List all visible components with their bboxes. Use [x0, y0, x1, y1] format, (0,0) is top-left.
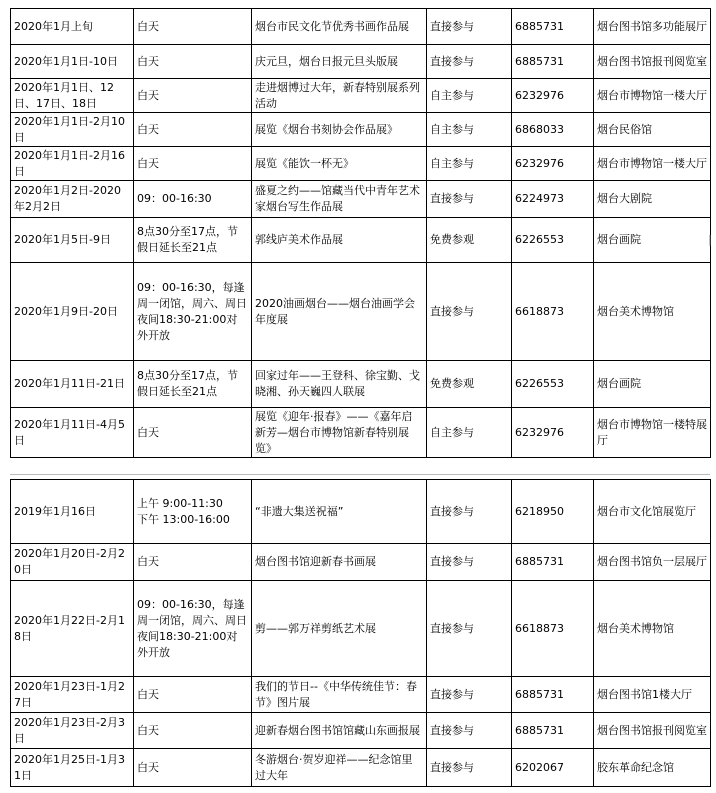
mode-cell: 自主参与 [427, 113, 512, 147]
date-cell: 2020年1月1日-10日 [11, 45, 134, 79]
hours-cell: 白天 [134, 677, 252, 713]
venue-cell: 烟台市博物馆一楼大厅 [594, 147, 711, 181]
date-cell: 2020年1月22日-2月18日 [11, 581, 134, 677]
table-row [11, 9, 711, 45]
event-cell: 展览《烟台书刻协会作品展》 [252, 113, 427, 147]
venue-cell: 烟台图书馆多功能展厅 [594, 9, 711, 45]
event-cell: 剪——郭万祥剪纸艺术展 [252, 581, 427, 677]
table-row [11, 263, 711, 361]
table-row [11, 79, 711, 113]
event-cell: 我们的节日--《中华传统佳节：春节》图片展 [252, 677, 427, 713]
event-cell: 展览《能饮一杯无》 [252, 147, 427, 181]
phone-cell: 6232976 [512, 408, 594, 458]
mode-cell: 直接参与 [427, 181, 512, 218]
phone-cell: 6885731 [512, 713, 594, 749]
phone-cell: 6218950 [512, 480, 594, 544]
table-row [11, 361, 711, 408]
date-cell: 2020年1月23日-2月3日 [11, 713, 134, 749]
venue-cell: 烟台美术博物馆 [594, 263, 711, 361]
date-cell: 2020年1月11日-4月5日 [11, 408, 134, 458]
event-cell: 庆元旦，烟台日报元旦头版展 [252, 45, 427, 79]
date-cell: 2020年1月23日-1月27日 [11, 677, 134, 713]
venue-cell: 烟台大剧院 [594, 181, 711, 218]
events-table-part-1 [10, 8, 711, 458]
date-cell: 2020年1月25日-1月31日 [11, 749, 134, 787]
table-row [11, 45, 711, 79]
event-cell: 回家过年——王登科、徐宝勤、戈晓湘、孙天巍四人联展 [252, 361, 427, 408]
table-body-part-2 [11, 480, 711, 787]
date-cell: 2020年1月2日-2020年2月2日 [11, 181, 134, 218]
mode-cell: 直接参与 [427, 45, 512, 79]
phone-cell: 6885731 [512, 9, 594, 45]
table-row [11, 581, 711, 677]
event-cell: 2020油画烟台——烟台油画学会年度展 [252, 263, 427, 361]
phone-cell: 6885731 [512, 544, 594, 581]
venue-cell: 烟台图书馆报刊阅览室 [594, 713, 711, 749]
hours-cell: 白天 [134, 713, 252, 749]
phone-cell: 6618873 [512, 263, 594, 361]
venue-cell: 烟台画院 [594, 361, 711, 408]
phone-cell: 6202067 [512, 749, 594, 787]
hours-cell: 8点30分至17点，节假日延长至21点 [134, 218, 252, 263]
events-table-part-2 [10, 479, 711, 787]
mode-cell: 自主参与 [427, 79, 512, 113]
table-row [11, 544, 711, 581]
venue-cell: 胶东革命纪念馆 [594, 749, 711, 787]
event-cell: 走进烟博过大年，新春特别展系列活动 [252, 79, 427, 113]
venue-cell: 烟台图书馆1楼大厅 [594, 677, 711, 713]
phone-cell: 6618873 [512, 581, 594, 677]
event-cell: 盛夏之约——馆藏当代中青年艺术家烟台写生作品展 [252, 181, 427, 218]
mode-cell: 直接参与 [427, 677, 512, 713]
hours-cell: 09：00-16:30，每逢周一闭馆，周六、周日夜间18:30-21:00对外开放 [134, 581, 252, 677]
venue-cell: 烟台市博物馆一楼特展厅 [594, 408, 711, 458]
table-row [11, 218, 711, 263]
mode-cell: 直接参与 [427, 9, 512, 45]
table-row [11, 147, 711, 181]
mode-cell: 免费参观 [427, 218, 512, 263]
venue-cell: 烟台民俗馆 [594, 113, 711, 147]
date-cell: 2020年1月1日-2月10日 [11, 113, 134, 147]
scroll-edge-marker: | [708, 233, 712, 246]
mode-cell: 直接参与 [427, 713, 512, 749]
mode-cell: 自主参与 [427, 408, 512, 458]
event-cell: 展览《迎年·报春》——《嘉年启新芳—烟台市博物馆新春特别展览》 [252, 408, 427, 458]
phone-cell: 6885731 [512, 45, 594, 79]
phone-cell: 6224973 [512, 181, 594, 218]
event-cell: 迎新春烟台图书馆馆藏山东画报展 [252, 713, 427, 749]
hours-cell: 上午 9:00-11:30 下午 13:00-16:00 [134, 480, 252, 544]
hours-cell: 8点30分至17点，节假日延长至21点 [134, 361, 252, 408]
hours-cell: 白天 [134, 749, 252, 787]
hours-cell: 白天 [134, 79, 252, 113]
hours-cell: 白天 [134, 9, 252, 45]
date-cell: 2020年1月11日-21日 [11, 361, 134, 408]
table-row [11, 113, 711, 147]
table-row [11, 677, 711, 713]
venue-cell: 烟台画院 [594, 218, 711, 263]
date-cell: 2020年1月9日-20日 [11, 263, 134, 361]
mode-cell: 直接参与 [427, 263, 512, 361]
phone-cell: 6226553 [512, 218, 594, 263]
hours-cell: 白天 [134, 408, 252, 458]
venue-cell: 烟台市博物馆一楼大厅 [594, 79, 711, 113]
event-cell: 烟台市民文化节优秀书画作品展 [252, 9, 427, 45]
event-cell: 郭线庐美术作品展 [252, 218, 427, 263]
hours-cell: 白天 [134, 147, 252, 181]
phone-cell: 6885731 [512, 677, 594, 713]
date-cell: 2020年1月上旬 [11, 9, 134, 45]
date-cell: 2020年1月1日-2月16日 [11, 147, 134, 181]
hours-cell: 白天 [134, 544, 252, 581]
mode-cell: 自主参与 [427, 147, 512, 181]
mode-cell: 直接参与 [427, 749, 512, 787]
date-cell: 2020年1月20日-2月20日 [11, 544, 134, 581]
table-row [11, 181, 711, 218]
venue-cell: 烟台图书馆报刊阅览室 [594, 45, 711, 79]
mode-cell: 直接参与 [427, 544, 512, 581]
date-cell: 2019年1月16日 [11, 480, 134, 544]
venue-cell: 烟台市文化馆展览厅 [594, 480, 711, 544]
phone-cell: 6232976 [512, 147, 594, 181]
table-row [11, 408, 711, 458]
table-row [11, 713, 711, 749]
mode-cell: 直接参与 [427, 581, 512, 677]
mode-cell: 直接参与 [427, 480, 512, 544]
event-cell: 冬游烟台·贺岁迎祥——纪念馆里过大年 [252, 749, 427, 787]
date-cell: 2020年1月1日、12日、17日、18日 [11, 79, 134, 113]
phone-cell: 6232976 [512, 79, 594, 113]
mode-cell: 免费参观 [427, 361, 512, 408]
section-gap-line [10, 474, 710, 475]
hours-cell: 白天 [134, 113, 252, 147]
phone-cell: 6868033 [512, 113, 594, 147]
table-body-part-1 [11, 9, 711, 458]
hours-cell: 09：00-16:30，每逢周一闭馆，周六、周日夜间18:30-21:00对外开放 [134, 263, 252, 361]
date-cell: 2020年1月5日-9日 [11, 218, 134, 263]
hours-cell: 白天 [134, 45, 252, 79]
phone-cell: 6226553 [512, 361, 594, 408]
event-cell: 烟台图书馆迎新春书画展 [252, 544, 427, 581]
table-row [11, 480, 711, 544]
venue-cell: 烟台美术博物馆 [594, 581, 711, 677]
hours-cell: 09：00-16:30 [134, 181, 252, 218]
venue-cell: 烟台图书馆负一层展厅 [594, 544, 711, 581]
event-cell: “非遗大集送祝福” [252, 480, 427, 544]
table-row [11, 749, 711, 787]
